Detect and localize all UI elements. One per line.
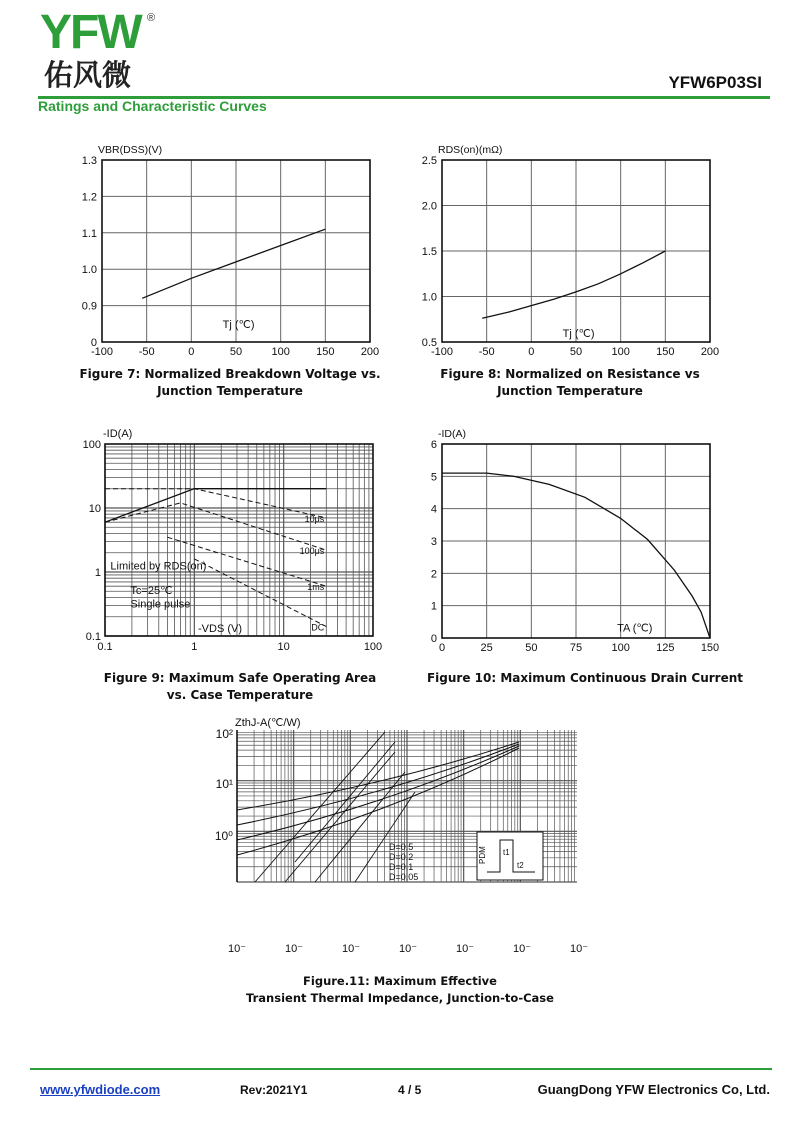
caption-fig9-line2: vs. Case Temperature	[166, 688, 314, 702]
caption-fig8	[400, 366, 740, 400]
x-tick-label: 10⁻	[398, 943, 418, 955]
y-axis-label: RDS(on)(mΩ)	[438, 144, 503, 156]
x-axis-label: Tj (℃)	[222, 318, 255, 331]
y-tick-label: 2.5	[421, 155, 437, 167]
y-axis-label: -ID(A)	[103, 428, 133, 440]
y-tick-label: 6	[430, 439, 437, 451]
soa-annotation: Tc=25℃	[130, 585, 173, 598]
x-tick-label: 200	[700, 346, 720, 358]
caption-fig8-line1: Figure 8: Normalized on Resistance vs	[440, 367, 700, 381]
company-logo: YFW	[40, 6, 141, 59]
x-tick-label: 150	[700, 642, 720, 654]
inset-label-t2: t2	[517, 861, 524, 870]
caption-fig10-line1: Figure 10: Maximum Continuous Drain Current	[426, 671, 744, 685]
y-tick-label: 1.3	[81, 155, 97, 167]
x-tick-label: 0.1	[97, 641, 113, 653]
x-tick-label: 150	[656, 346, 675, 358]
x-axis-label: TA (℃)	[617, 622, 653, 635]
y-tick-label: 10⁰	[214, 829, 233, 843]
footer-divider	[30, 1068, 772, 1070]
caption-fig10	[420, 670, 750, 687]
y-tick-label: 4	[430, 503, 437, 516]
soa-annotation: Limited by RDS(on)	[110, 560, 207, 573]
x-tick-label: -100	[430, 346, 454, 358]
x-tick-label: -100	[90, 346, 114, 358]
x-tick-label: 10⁻	[284, 943, 304, 955]
y-tick-label: 100	[82, 439, 101, 451]
footer-revision: Rev:2021Y1	[240, 1083, 308, 1097]
chart-fig7	[80, 140, 380, 360]
x-tick-label: 100	[363, 641, 383, 653]
y-tick-label: 10¹	[215, 777, 233, 791]
x-tick-label: 10	[277, 641, 290, 653]
y-tick-label: 5	[430, 471, 437, 484]
chart-fig9	[80, 422, 383, 657]
x-tick-label: 1	[191, 641, 198, 653]
company-logo-chinese: 佑风微	[44, 58, 132, 92]
y-tick-label: 3	[430, 536, 437, 548]
x-axis-label: Tj (℃)	[562, 327, 595, 340]
x-tick-label: 200	[360, 346, 380, 358]
x-tick-label: 0	[528, 346, 535, 358]
registered-mark: ®	[147, 12, 156, 24]
y-tick-label: 0.1	[85, 631, 101, 643]
x-tick-label: 100	[611, 642, 630, 654]
x-tick-label: 10⁻	[341, 943, 361, 955]
y-tick-label: 1.5	[421, 246, 437, 258]
x-tick-label: 150	[316, 346, 335, 358]
y-tick-label: 10²	[215, 727, 233, 741]
y-tick-label: 0	[90, 337, 97, 349]
duty-cycle-label: D=0.05	[389, 872, 419, 882]
footer-website-link[interactable]: www.yfwdiode.com	[40, 1082, 161, 1097]
chart-fig11	[195, 712, 595, 957]
y-axis-label: ZthJ-A(℃/W)	[235, 717, 301, 729]
y-tick-label: 2.0	[421, 200, 437, 213]
x-tick-label: 0	[438, 642, 446, 654]
y-axis-label: VBR(DSS)(V)	[98, 144, 163, 156]
duty-cycle-label: D=0.5	[389, 842, 414, 852]
duty-cycle-label: D=0.1	[389, 862, 414, 872]
y-tick-label: 1.1	[81, 227, 97, 240]
single-pulse-curve	[285, 752, 395, 882]
soa-curve-label: 1ms	[307, 582, 325, 593]
y-tick-label: 1	[430, 600, 437, 613]
part-number: YFW6P03SI	[668, 73, 762, 92]
x-tick-label: 50	[229, 346, 243, 358]
x-tick-label: 75	[569, 642, 583, 654]
y-tick-label: 0.5	[421, 337, 437, 349]
y-tick-label: 2	[430, 568, 437, 581]
y-tick-label: 1	[94, 567, 101, 579]
y-tick-label: 1.2	[81, 191, 97, 204]
y-axis-label: -ID(A)	[438, 428, 466, 440]
y-tick-label: 1.0	[421, 291, 437, 304]
series-line	[142, 229, 325, 298]
y-tick-label: 10	[88, 503, 101, 515]
caption-fig7-line1: Figure 7: Normalized Breakdown Voltage vs.	[79, 367, 381, 381]
x-tick-label: -50	[138, 346, 155, 358]
inset-label-pdm: PDM	[478, 846, 487, 864]
soa-curve-label: 10μs	[304, 513, 325, 524]
x-tick-label: 100	[611, 346, 630, 358]
x-axis-label: -VDS (V)	[198, 623, 243, 635]
caption-fig8-line2: Junction Temperature	[497, 384, 643, 398]
duty-cycle-label: D=0.2	[389, 852, 414, 862]
y-tick-label: 1.0	[81, 264, 97, 277]
x-tick-label: 100	[271, 346, 290, 358]
caption-fig11-line1: Figure.11: Maximum Effective	[303, 974, 497, 988]
x-tick-label: 25	[480, 642, 493, 654]
x-tick-label: -50	[478, 346, 495, 358]
caption-fig9-line1: Figure 9: Maximum Safe Operating Area	[103, 671, 377, 685]
caption-fig11	[230, 973, 570, 1007]
series-line	[482, 251, 665, 318]
inset-label-t1: t1	[503, 848, 510, 857]
rdson-limit-line	[105, 489, 326, 523]
soa-annotation: Single pulse	[130, 598, 191, 611]
x-tick-label: 10⁻	[512, 943, 532, 955]
soa-curve-label: 100μs	[299, 546, 325, 557]
chart-fig10	[420, 422, 720, 657]
caption-fig7	[60, 366, 400, 400]
footer-page-number: 4 / 5	[398, 1083, 422, 1097]
caption-fig11-line2: Transient Thermal Impedance, Junction-to-Case	[246, 991, 554, 1005]
x-tick-label: 10⁻	[227, 943, 247, 955]
x-tick-label: 10⁻	[455, 943, 475, 955]
caption-fig7-line2: Junction Temperature	[157, 384, 303, 398]
footer-company: GuangDong YFW Electronics Co, Ltd.	[537, 1082, 770, 1097]
caption-fig9	[60, 670, 420, 704]
y-tick-label: 0.9	[81, 300, 97, 313]
thermal-curve	[237, 742, 519, 810]
x-tick-label: 50	[525, 642, 538, 654]
y-tick-label: 0	[430, 633, 437, 645]
soa-curve-label: DC	[311, 622, 325, 633]
chart-fig8	[420, 140, 720, 360]
section-title: Ratings and Characteristic Curves	[38, 98, 267, 114]
x-tick-label: 0	[188, 346, 195, 358]
x-tick-label: 125	[656, 642, 675, 654]
x-tick-label: 10⁻	[569, 943, 589, 955]
x-tick-label: 50	[569, 346, 583, 358]
